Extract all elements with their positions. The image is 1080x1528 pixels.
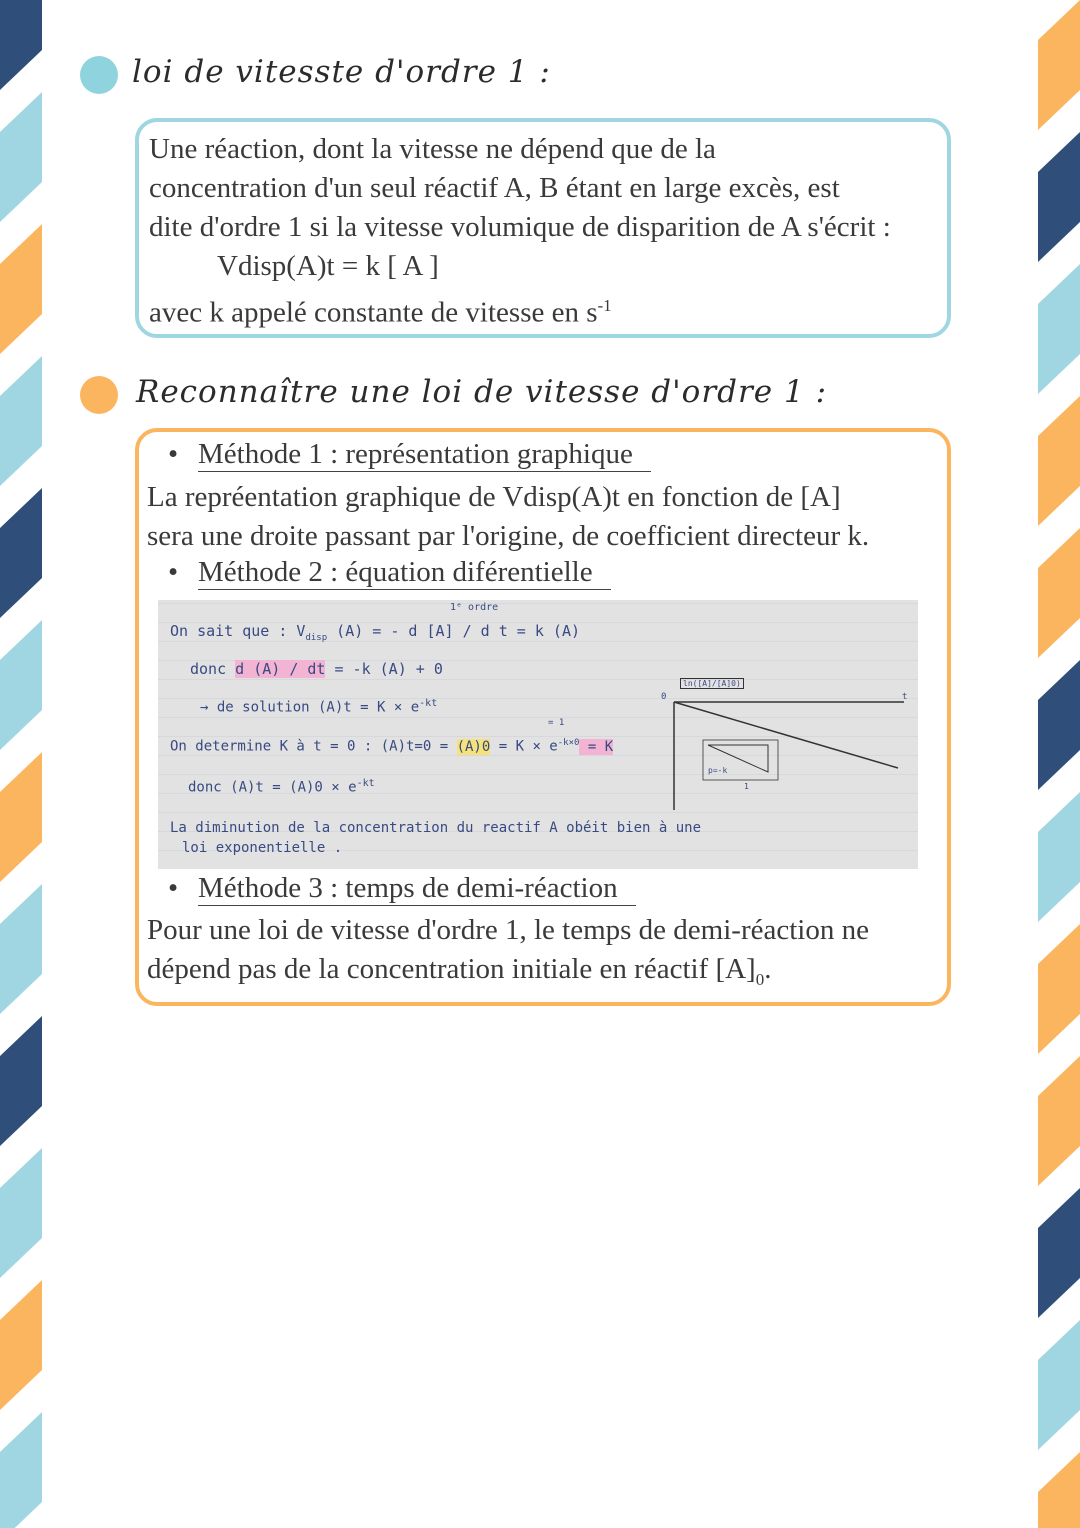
- note-line-3-exp: -kt: [419, 698, 438, 709]
- stripe-pattern-right: [1038, 0, 1080, 1528]
- note-line-1b: (A) = - d [A] / d t = k (A): [327, 622, 581, 640]
- graph-xlabel: t: [902, 692, 908, 702]
- graph-regression-line: [674, 702, 898, 768]
- note-line-6: La diminution de la concentration du reactif A obéit bien à une: [170, 820, 702, 836]
- bullet-icon: •: [168, 438, 179, 470]
- note-line-7: loi exponentielle .: [182, 840, 343, 856]
- bullet-icon: •: [168, 556, 179, 588]
- note-line-4a: On determine K à t = 0 : (A)t=0 =: [170, 738, 457, 755]
- section1-heading: loi de vitesste d'ordre 1 :: [132, 54, 551, 90]
- note-line-2b: = -k (A) + 0: [325, 660, 443, 678]
- method2-title-text: Méthode 2 : équation diférentielle: [198, 556, 611, 590]
- graph-slope-label: p=-k: [708, 766, 728, 775]
- definition-line-3: dite d'ordre 1 si la vitesse volumique de disparition de A s'écrit :: [149, 211, 891, 243]
- initial-subscript: 0: [755, 969, 765, 989]
- section1-bullet-dot: [80, 56, 118, 94]
- definition-line-2: concentration d'un seul réactif A, B étant en large excès, est: [149, 172, 840, 204]
- method3-line-1: Pour une loi de vitesse d'ordre 1, le temps de demi-réaction ne: [147, 914, 869, 946]
- note-line-2-fraction: d (A) / dt: [235, 660, 326, 678]
- note-line-1-sub: disp: [305, 633, 328, 643]
- method3-period: .: [764, 953, 772, 985]
- note-line-4c: = K × e: [490, 738, 558, 755]
- rate-constant-text: avec k appelé constante de vitesse en s: [149, 296, 598, 329]
- definition-box: [135, 118, 951, 338]
- note-line-5-exp: -kt: [356, 778, 375, 789]
- method1-line-2: sera une droite passant par l'origine, de coefficient directeur k.: [147, 520, 870, 552]
- method2-title: [168, 556, 611, 589]
- rate-law-formula: Vdisp(A)t = k [ A ]: [217, 250, 439, 282]
- note-one-label: = 1: [548, 718, 565, 728]
- note-line-1a: On sait que : V: [170, 622, 306, 640]
- method1-title-text: Méthode 1 : représentation graphique: [198, 438, 651, 472]
- note-line-3: [200, 698, 437, 716]
- note-line-4d: = K: [579, 738, 614, 755]
- note-order-label: 1ᵉ ordre: [450, 602, 499, 613]
- method3-line-2: [147, 950, 771, 999]
- method3-title-text: Méthode 3 : temps de demi-réaction: [198, 872, 636, 906]
- definition-line-5: [149, 286, 612, 333]
- note-line-4-exp: -k×0: [557, 738, 580, 748]
- stripe-pattern-left: [0, 0, 42, 1528]
- note-line-1: [170, 622, 580, 643]
- note-line-5: [188, 778, 375, 796]
- section2-heading: Reconnaître une loi de vitesse d'ordre 1 :: [136, 374, 828, 410]
- graph-origin: 0: [661, 692, 667, 702]
- left-stripe-border: [0, 0, 42, 1528]
- section2-bullet-dot: [80, 376, 118, 414]
- definition-line-1: Une réaction, dont la vitesse ne dépend que de la: [149, 133, 716, 165]
- note-line-4b: (A)0: [456, 738, 491, 755]
- ln-concentration-graph: [658, 672, 908, 812]
- unit-exponent: -1: [597, 296, 612, 315]
- method1-title: [168, 438, 651, 471]
- bullet-icon: •: [168, 872, 179, 904]
- graph-one-label: 1: [744, 782, 749, 791]
- note-line-4: [170, 738, 613, 755]
- graph-ylabel: ln([A]/[A]0): [680, 678, 744, 689]
- method3-title: [168, 872, 636, 905]
- right-stripe-border: [1038, 0, 1080, 1528]
- note-line-3a: → de solution (A)t = K × e: [200, 699, 420, 716]
- note-line-2: [190, 660, 443, 678]
- note-line-5a: donc (A)t = (A)0 × e: [188, 779, 357, 796]
- method1-line-1: La repréentation graphique de Vdisp(A)t en fonction de [A]: [147, 481, 841, 513]
- method3-line-2-text: dépend pas de la concentration initiale en réactif [A]: [147, 953, 756, 985]
- note-line-2a: donc: [190, 660, 236, 678]
- handwritten-notes-photo: [158, 600, 918, 869]
